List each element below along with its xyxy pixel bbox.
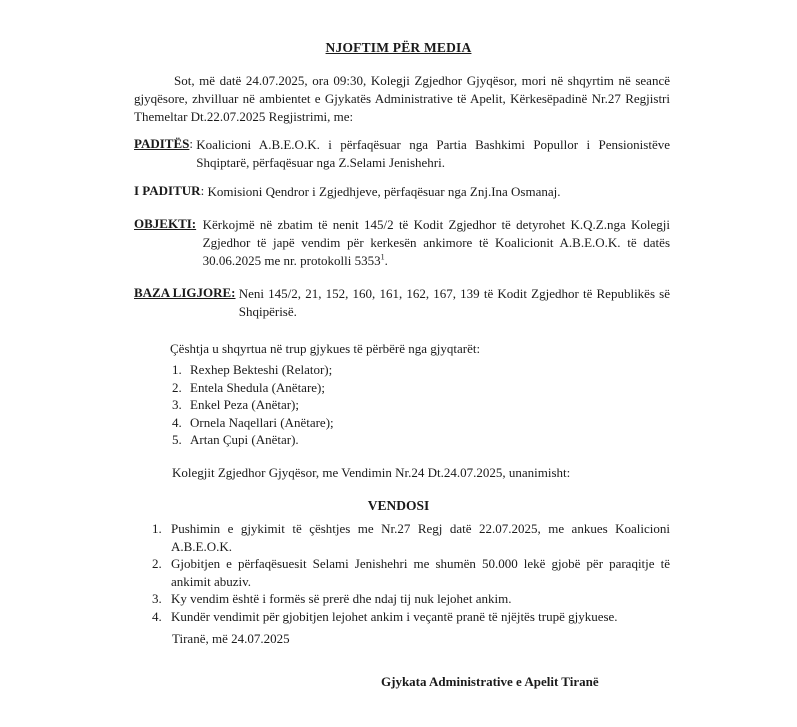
defendant-row: I PADITUR: Komisioni Qendror i Zgjedhjeve, përfaqësuar nga Znj.Ina Osmanaj. — [134, 183, 670, 201]
plaintiff-text: Koalicioni A.B.E.O.K. i përfaqësuar nga Partia Bashkimi Popullor i Pensionistëve Shqiptarë, përfaqësuar nga Z.Selami Jenishehri. — [196, 137, 670, 170]
plaintiff-row: PADITËS: Koalicioni A.B.E.O.K. i përfaqësuar nga Partia Bashkimi Popullor i Pensionistëve Shqiptarë, përfaqësuar nga Z.Selami Jenishehri. — [134, 136, 670, 170]
legal-basis-row — [134, 285, 670, 321]
intro-paragraph: Sot, më datë 24.07.2025, ora 09:30, Kolegji Zgjedhor Gjyqësor, mori në shqyrtim në seancë gjyqësore, zhvilluar në ambientet e Gjykatës Administrative të Apelit, Kërkesëpadinë Nr.27 Regjistri Themeltar Dt.22.07.2025 Regjistrimi, me: — [134, 73, 670, 124]
object-label: OBJEKTI: — [134, 216, 197, 231]
court-signature: Gjykata Administrative e Apelit Tiranë — [381, 674, 599, 689]
decision-intro: Kolegjit Zgjedhor Gjyqësor, me Vendimin Nr.24 Dt.24.07.2025, unanimisht: — [172, 465, 571, 480]
panel-intro: Çështja u shqyrtua në trup gjykues të përbërë nga gjyqtarët: — [170, 341, 481, 356]
list-item: 5. Artan Çupi (Anëtar). — [172, 432, 299, 447]
list-item: 4. Kundër vendimit për gjobitjen lejohet ankim i veçantë pranë të njëjtës trupë gjykuese. — [152, 608, 618, 624]
decisions-list — [152, 520, 670, 625]
list-item: 2. Entela Shedula (Anëtare); — [172, 379, 325, 395]
judges-list — [172, 361, 592, 449]
legal-basis-text: Neni 145/2, 21, 152, 160, 161, 162, 167, 139 të Kodit Zgjedhor të Republikës së Shqipërisë. — [238, 286, 670, 319]
list-item: 3. Enkel Peza (Anëtar); — [172, 397, 300, 412]
list-item: 4. Ornela Naqellari (Anëtare); — [172, 414, 334, 430]
list-item: 3. Ky vendim është i formës së prerë dhe ndaj tij nuk lejohet ankim. — [152, 591, 512, 606]
defendant-text: Komisioni Qendror i Zgjedhjeve, përfaqësuar nga Znj.Ina Osmanaj. — [207, 184, 561, 199]
object-row — [134, 216, 670, 270]
object-text: Kërkojmë në zbatim të nenit 145/2 të Kodit Zgjedhor të detyrohet K.Q.Z.nga Kolegji Zgjedhor të japë vendim për kerkesën ankimore të Koalicionit A.B.E.O.K. të datës 30.06.2025 me nr. protokolli 5353 — [202, 217, 670, 268]
list-item: 2. Gjobitjen e përfaqësuesit Selami Jenishehri me shumën 50.000 lekë gjobë për paraqitje të ankimit abuziv. — [152, 556, 670, 589]
list-item: 1. Pushimin e gjykimit të çështjes me Nr.27 Regj datë 22.07.2025, me ankues Koalicioni A.B.E.O.K. — [152, 521, 670, 554]
plaintiff-label: PADITËS — [134, 136, 190, 151]
place-date: Tiranë, më 24.07.2025 — [172, 631, 290, 646]
object-footnote: 1 — [380, 252, 385, 262]
object-body: Kërkojmë në zbatim të nenit 145/2 të Kodit Zgjedhor të detyrohet K.Q.Z.nga Kolegji Zgjedhor të japë vendim për kerkesën ankimore të Koalicionit A.B.E.O.K. të datës 30.06.2025 me nr. protokolli 5353$^1$. — [202, 217, 670, 268]
vendosi-heading: VENDOSI — [367, 498, 430, 513]
list-item: 1. Rexhep Bekteshi (Relator); — [172, 362, 333, 377]
legal-basis-label: BAZA LIGJORE: — [134, 285, 236, 300]
defendant-label: I PADITUR — [134, 183, 201, 198]
document-title: NJOFTIM PËR MEDIA — [325, 40, 472, 55]
